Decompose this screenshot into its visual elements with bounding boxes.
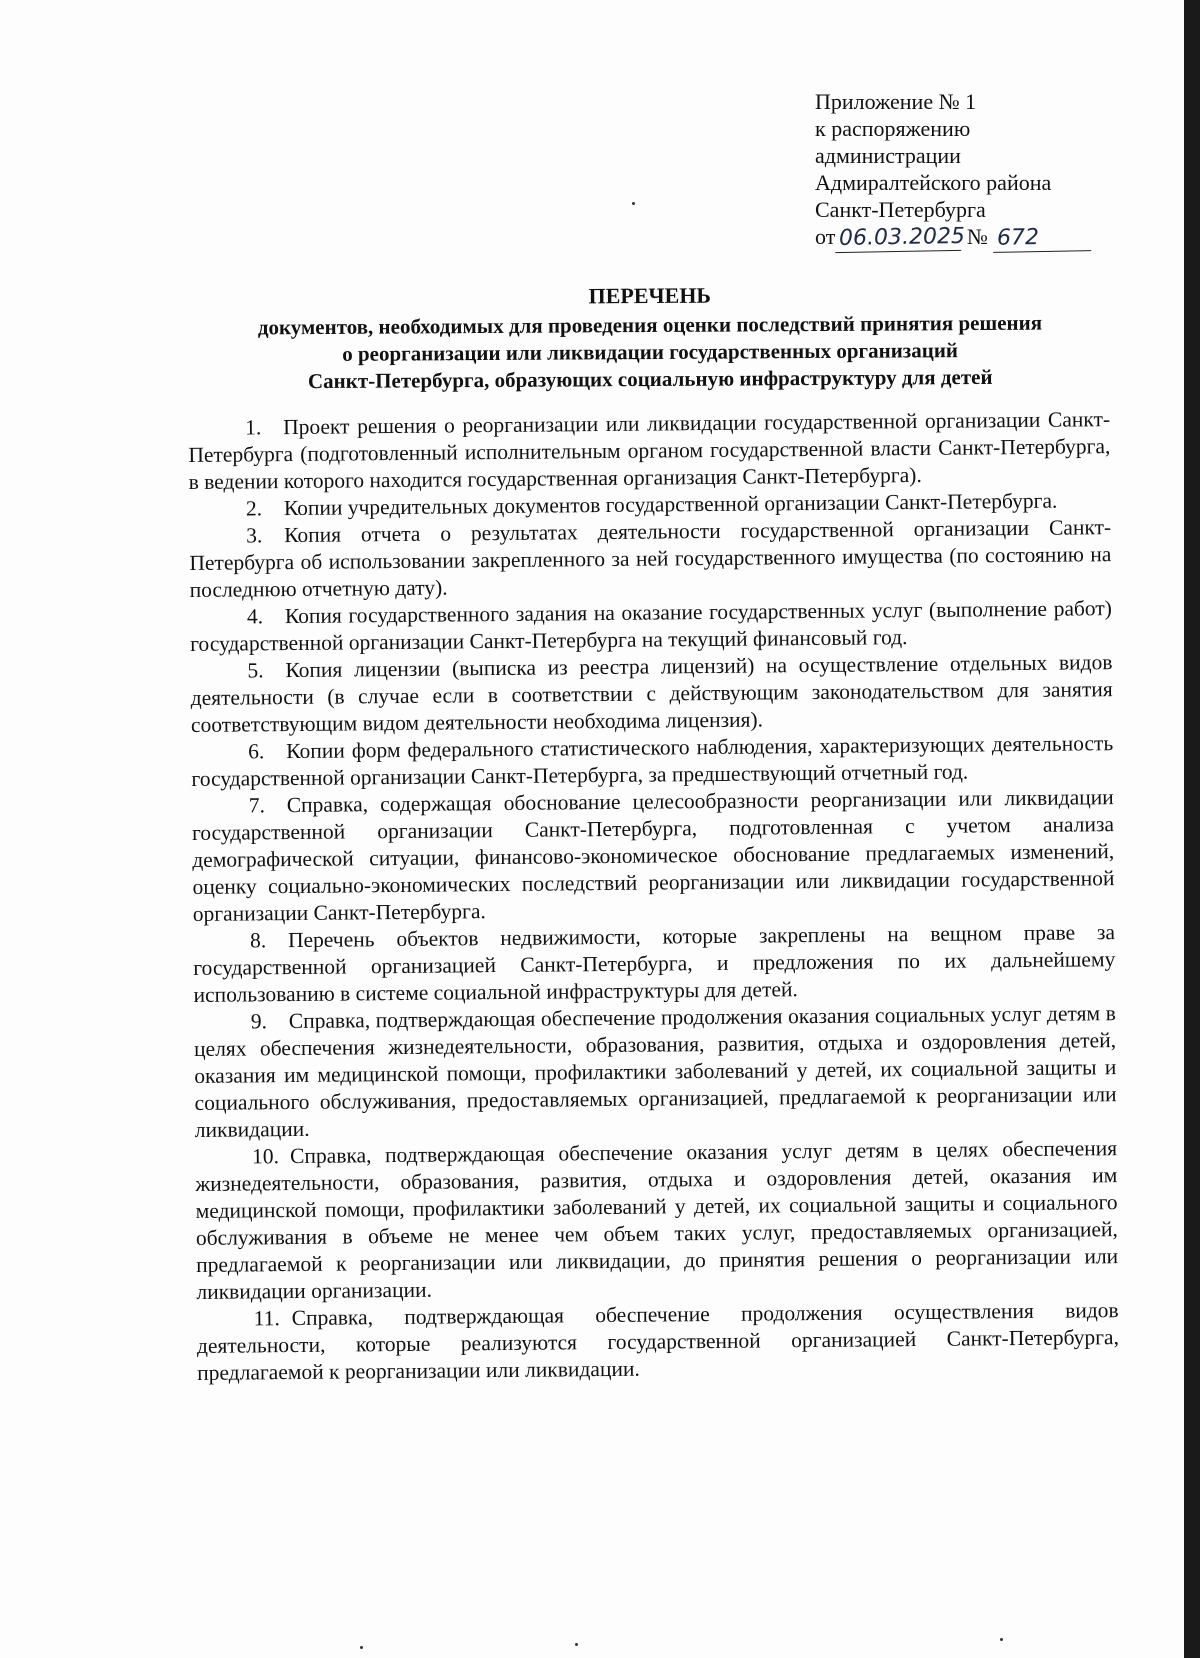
item-number: 10. [252, 1144, 280, 1169]
title-subline: документов, необходимых для проведения оценки последствий принятия решения [257, 310, 1043, 340]
item-number: 1. [245, 415, 262, 440]
list-item [192, 784, 1115, 928]
handwritten-date: 06.03.2025 [835, 223, 961, 253]
item-number: 4. [246, 604, 264, 629]
list-item [188, 406, 1111, 496]
scan-speck [632, 202, 635, 205]
annex-ref-line: администрации [815, 143, 961, 168]
title-subline: Санкт-Петербурга, образующих социальную инфраструктуру для детей [307, 364, 993, 394]
scan-speck [575, 1643, 578, 1646]
annex-title: Приложение № 1 [815, 89, 977, 114]
item-text: Справка, подтверждающая обеспечение продолжения оказания социальных услуг детям в целях обеспечения жизнедеятельности, образования, развития, отдыха и оздоровления детей, оказания им медицинской помощи, профилактики заболеваний у детей, их социальной защиты и социального обслуживания, предоставляемых организацией, предлагаемой к реорганизации или ликвидации. [193, 1001, 1117, 1142]
item-text: Копии учредительных документов государственной организации Санкт-Петербурга. [283, 488, 1058, 521]
title-subline: о реорганизации или ликвидации государственных организаций [342, 338, 959, 366]
scan-speck [360, 1646, 363, 1649]
list-item [191, 730, 1113, 793]
list-item [189, 514, 1112, 604]
annex-date-number [815, 223, 1115, 252]
item-number: 2. [245, 496, 263, 521]
list-item [195, 1135, 1119, 1306]
list-item [190, 649, 1113, 739]
list-item [197, 1297, 1120, 1387]
scan-border [1184, 0, 1200, 1658]
document-title [180, 279, 1121, 396]
annex-ref-line: к распоряжению [815, 116, 971, 141]
annex-header [815, 88, 1115, 252]
item-number: 9. [250, 1009, 268, 1034]
item-number: 7. [248, 793, 265, 818]
list-item [194, 1000, 1117, 1144]
list-item [193, 919, 1116, 1009]
list-item [190, 595, 1112, 658]
document-list [188, 406, 1119, 1387]
item-text: Перечень объектов недвижимости, которые закреплены на вещном праве за государственной организацией Санкт-Петербурга, и предложения по их дальнейшему использованию в системе социальной инфраструктуры для детей. [193, 920, 1116, 1007]
item-text: Справка, содержащая обоснование целесообразности реорганизации или ликвидации государственной организации Санкт-Петербурга, подготовленная с учетом анализа демографической ситуации, финансово-экономическое обоснование предлагаемых изменений, оценку социально-экономических последствий реорганизации или ликвидации государственной организации Санкт-Петербурга. [191, 785, 1115, 926]
item-text: Копия государственного задания на оказание государственных услуг (выполнение работ) государственной организации Санкт-Петербурга на текущий финансовый год. [190, 596, 1113, 656]
item-text: Копия отчета о результатах деятельности государственной организации Санкт-Петербурга об использовании закрепленного за ней государственного имущества (по состоянию на последнюю отчетную дату). [189, 515, 1112, 602]
annex-ref-line: Санкт-Петербурга [815, 197, 986, 222]
item-text: Справка, подтверждающая обеспечение продолжения осуществления видов деятельности, которые реализуются государственной организацией Санкт-Петербурга, предлагаемой к реорганизации или ликвидации. [196, 1298, 1120, 1385]
scan-speck [1000, 1638, 1003, 1641]
item-text: Копии форм федерального статистического наблюдения, характеризующих деятельность государственной организации Санкт-Петербурга, за предшествующий отчетный год. [191, 731, 1114, 791]
item-number: 5. [247, 658, 264, 683]
item-number: 8. [249, 928, 267, 953]
item-text: Копия лицензии (выписка из реестра лицензий) на осуществление отдельных видов деятельности (в случае если в соответствии с действующим законодательством для занятия соответствующим видом деятельности необходима лицензия). [190, 650, 1113, 737]
item-text: Проект решения о реорганизации или ликвидации государственной организации Санкт-Петербурга (подготовленный исполнительным органом государственной власти Санкт-Петербурга, в ведении которого находится государственная организация Санкт-Петербурга). [188, 407, 1111, 494]
title-heading: ПЕРЕЧЕНЬ [588, 282, 712, 309]
item-number: 6. [248, 739, 265, 764]
number-sign: № [966, 224, 988, 249]
annex-ref-line: Адмиралтейского района [815, 170, 1052, 195]
item-number: 11. [253, 1306, 280, 1331]
item-number: 3. [246, 523, 263, 548]
item-text: Справка, подтверждающая обеспечение оказания услуг детям в целях обеспечения жизнедеятельности, образования, развития, отдыха и оздоровления детей, оказания им медицинской помощи, профилактики заболеваний у детей, их социальной защиты и социального обслуживания в объеме не менее чем объем таких услуг, предоставляемых организацией, предлагаемой к реорганизации или ликвидации, до принятия решения о реорганизации или ликвидации организации. [195, 1136, 1119, 1304]
date-prefix: от [815, 224, 836, 249]
handwritten-number: 672 [993, 223, 1091, 253]
